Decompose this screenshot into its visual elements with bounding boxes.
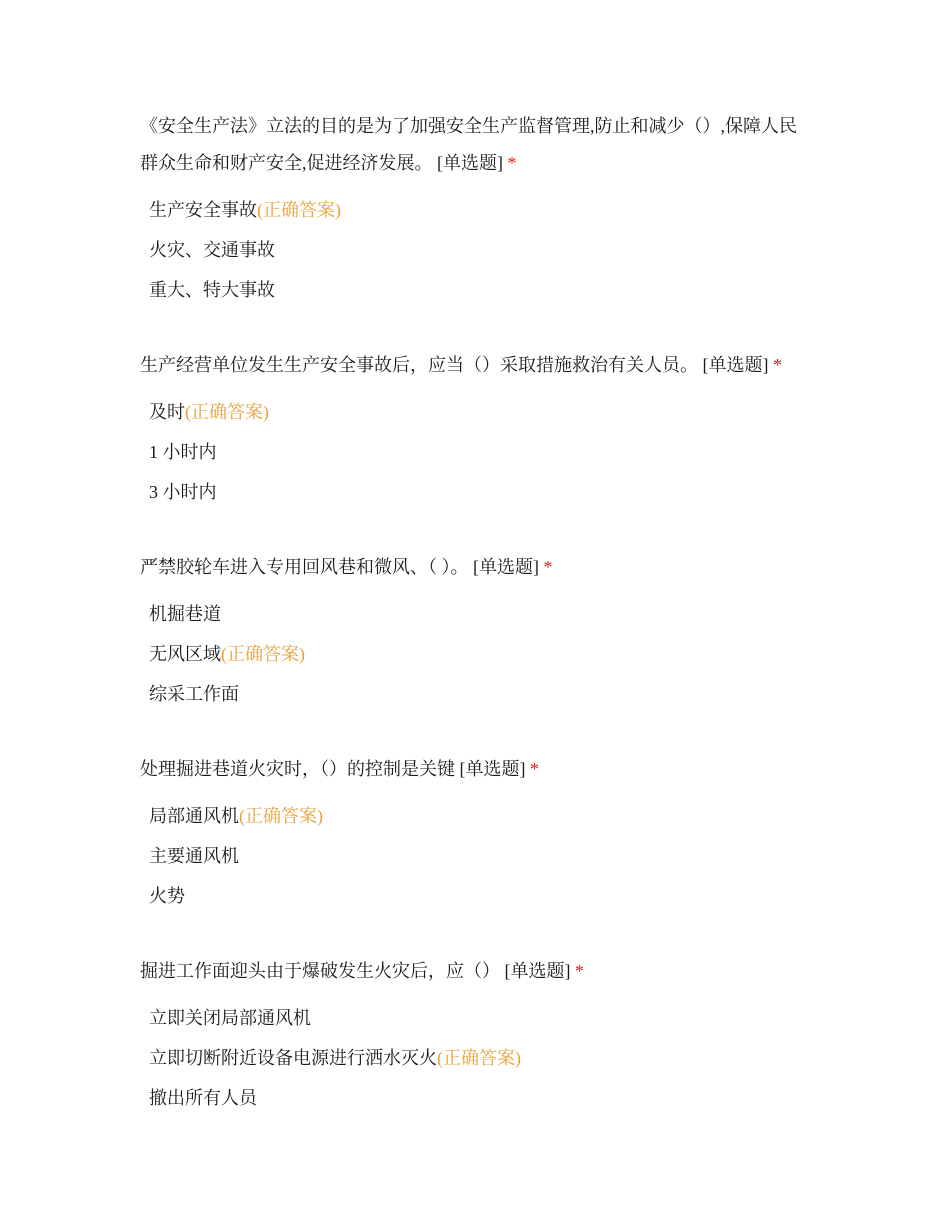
option-text: 机掘巷道 — [149, 604, 221, 624]
question-1 — [140, 108, 810, 310]
option-list — [140, 796, 810, 916]
required-mark: * — [530, 759, 539, 779]
option-text: 无风区域 — [149, 644, 221, 664]
option-item — [140, 876, 810, 916]
question-2 — [140, 347, 810, 512]
option-item — [140, 1038, 810, 1078]
option-text: 及时 — [149, 402, 185, 422]
required-mark: * — [543, 557, 553, 577]
question-text: 处理掘进巷道火灾时，（）的控制是关键 — [140, 759, 455, 779]
option-item — [140, 230, 810, 270]
option-text: 局部通风机 — [149, 806, 239, 826]
option-item — [140, 836, 810, 876]
required-mark: * — [507, 153, 517, 173]
option-text: 生产安全事故 — [149, 200, 257, 220]
correct-answer-tag: (正确答案) — [221, 644, 305, 664]
question-stem — [140, 549, 810, 586]
option-list — [140, 190, 810, 310]
required-mark: * — [575, 961, 584, 981]
option-item — [140, 594, 810, 634]
option-text: 3 小时内 — [149, 482, 217, 502]
question-type-tag: [单选题] — [437, 153, 503, 173]
question-text: 严禁胶轮车进入专用回风巷和微风、（ ）。 — [140, 557, 469, 577]
question-stem — [140, 953, 810, 990]
question-text: 《安全生产法》立法的目的是为了加强安全生产监督管理,防止和减少（）,保障人民群众生命和财产安全,促进经济发展。 — [140, 116, 797, 173]
question-3 — [140, 549, 810, 714]
correct-answer-tag: (正确答案) — [185, 402, 269, 422]
option-text: 综采工作面 — [149, 684, 239, 704]
option-item — [140, 634, 810, 674]
option-text: 火灾、交通事故 — [149, 240, 275, 260]
option-list — [140, 392, 810, 512]
question-5 — [140, 953, 810, 1118]
correct-answer-tag: (正确答案) — [257, 200, 341, 220]
option-text: 火势 — [149, 886, 185, 906]
question-type-tag: [单选题] — [702, 355, 769, 375]
question-text: 掘进工作面迎头由于爆破发生火灾后，应（） — [140, 961, 500, 981]
option-text: 撤出所有人员 — [149, 1088, 257, 1108]
option-text: 主要通风机 — [149, 846, 239, 866]
option-text: 重大、特大事故 — [149, 280, 275, 300]
option-item — [140, 796, 810, 836]
question-stem — [140, 751, 810, 788]
option-text: 1 小时内 — [149, 442, 217, 462]
option-list — [140, 998, 810, 1118]
option-item — [140, 190, 810, 230]
question-stem — [140, 347, 810, 384]
correct-answer-tag: (正确答案) — [239, 806, 323, 826]
option-item — [140, 674, 810, 714]
option-item — [140, 270, 810, 310]
question-type-tag: [单选题] — [504, 961, 571, 981]
option-list — [140, 594, 810, 714]
question-stem — [140, 108, 810, 182]
option-item — [140, 472, 810, 512]
option-text: 立即切断附近设备电源进行洒水灭火 — [149, 1048, 437, 1068]
required-mark: * — [773, 355, 782, 375]
option-item — [140, 1078, 810, 1118]
option-text: 立即关闭局部通风机 — [149, 1008, 311, 1028]
question-type-tag: [单选题] — [473, 557, 539, 577]
question-type-tag: [单选题] — [459, 759, 526, 779]
question-4 — [140, 751, 810, 916]
option-item — [140, 392, 810, 432]
option-item — [140, 998, 810, 1038]
question-text: 生产经营单位发生生产安全事故后，应当（）采取措施救治有关人员。 — [140, 355, 698, 375]
correct-answer-tag: (正确答案) — [437, 1048, 521, 1068]
option-item — [140, 432, 810, 472]
